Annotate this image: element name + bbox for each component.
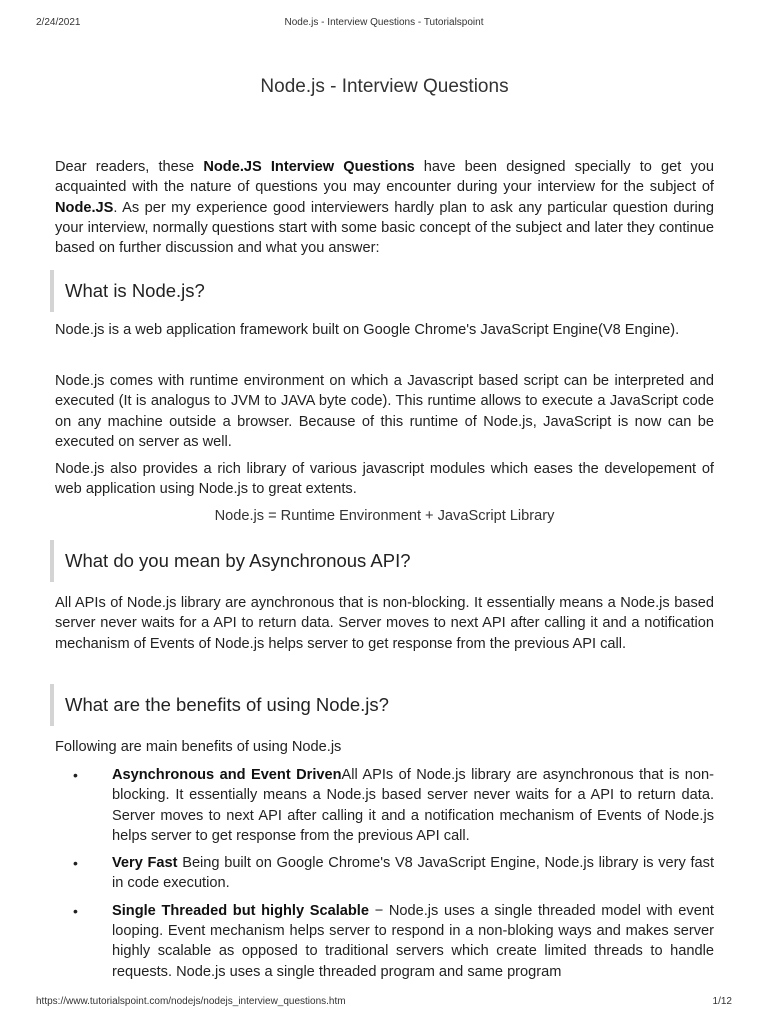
benefit-title: Asynchronous and Event Driven: [112, 767, 342, 783]
benefit-title: Very Fast: [112, 855, 178, 872]
list-item: [55, 901, 714, 982]
bullet-icon: •: [73, 767, 78, 783]
print-footer: [36, 996, 732, 1010]
heading-benefits: What are the benefits of using Node.js?: [50, 684, 714, 726]
intro-text-3: . As per my experience good interviewers hardly plan to ask any particular question during your interview, normally questions start with some basic concept of the subject and later they continue based on further discussion and what you answer:: [55, 199, 714, 257]
bullet-icon: •: [73, 902, 78, 919]
intro-bold-1: Node.JS Interview Questions: [203, 159, 415, 175]
what-paragraph-1: Node.js is a web application framework built on Google Chrome's JavaScript Engine(V8 Engine).: [55, 322, 680, 338]
nodejs-formula: Node.js = Runtime Environment + JavaScript Library: [214, 508, 555, 524]
what-paragraph-2: Node.js comes with runtime environment on which a Javascript based script can be interpreted and executed (It is analogus to JVM to JAVA byte code). This runtime allows to execute a JavaScript code on any machine outside a browser. Because of this runtime of Node.js, JavaScript is now can be executed on server as well.: [55, 373, 714, 450]
benefit-text: All APIs of Node.js library are asynchronous that is non-blocking. It essentially means a Node.js based server never waits for a API to return data. Server moves to next API after calling it and a notification mechanism of Events of Node.js helps server to get response from the previous API call.: [112, 767, 714, 844]
page-number: 1/12: [712, 996, 732, 1007]
heading-asynchronous-api: What do you mean by Asynchronous API?: [50, 540, 714, 582]
list-item: [55, 765, 714, 846]
print-url: https://www.tutorialspoint.com/nodejs/nodejs_interview_questions.htm: [36, 996, 346, 1007]
intro-text-1: Dear readers, these: [55, 159, 204, 175]
benefit-title: Single Threaded but highly Scalable: [112, 902, 369, 919]
bullet-icon: •: [73, 855, 78, 872]
intro-text-2: have been designed specially to get you acquainted with the nature of questions you may encounter during your interview for the subject of: [55, 159, 714, 196]
benefits-list: [55, 765, 714, 989]
print-header: [36, 17, 732, 31]
what-paragraph-3: Node.js also provides a rich library of various javascript modules which eases the developement of web application using Node.js to great extents.: [55, 461, 714, 498]
page-title: Node.js - Interview Questions: [260, 76, 509, 97]
intro-bold-2: Node.JS: [55, 199, 114, 216]
print-title: Node.js - Interview Questions - Tutorialspoint: [284, 17, 484, 28]
print-date: 2/24/2021: [36, 17, 81, 28]
benefits-intro: Following are main benefits of using Node.js: [55, 739, 342, 755]
async-paragraph: All APIs of Node.js library are aynchronous that is non-blocking. It essentially means a Node.js based server never waits for a API to return data. Server moves to next API after calling it and a notification mechanism of Events of Node.js helps server to get response from the previous API call.: [55, 595, 714, 652]
benefit-text: Being built on Google Chrome's V8 JavaScript Engine, Node.js library is very fast in code execution.: [112, 855, 714, 892]
intro-paragraph: [55, 157, 714, 258]
heading-what-is-nodejs: What is Node.js?: [50, 270, 714, 312]
benefit-text: − Node.js uses a single threaded model with event looping. Event mechanism helps server to respond in a non-bloking ways and makes server highly scalable as opposed to traditional servers which create limited threads to handle requests. Node.js uses a single threaded program and same program: [112, 902, 714, 980]
list-item: [55, 853, 714, 894]
